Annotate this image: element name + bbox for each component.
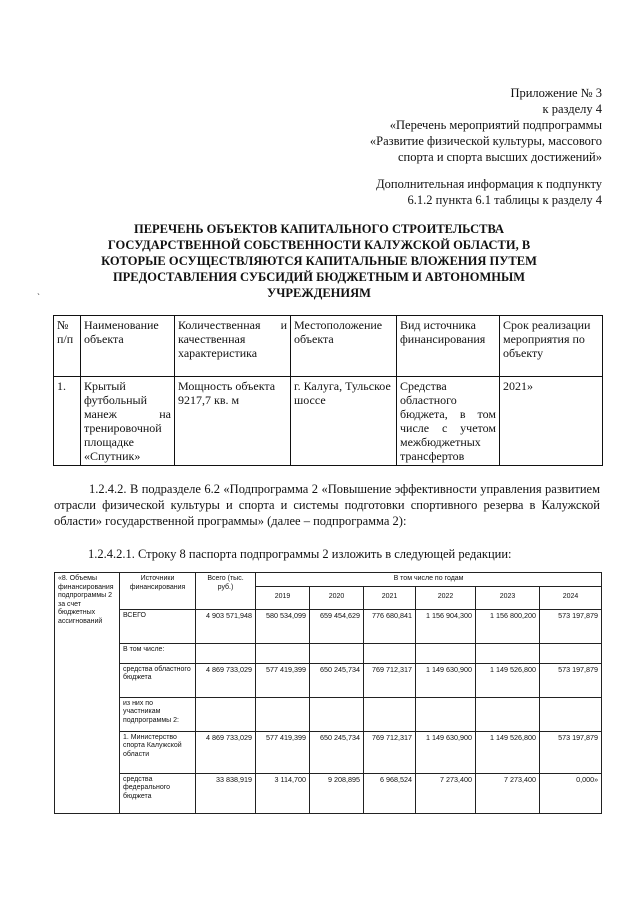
header-cell: Количественная и качественная характеристика <box>175 316 291 377</box>
title-line: ПЕРЕЧЕНЬ ОБЪЕКТОВ КАПИТАЛЬНОГО СТРОИТЕЛЬСТВА <box>133 222 505 236</box>
year-cell: 2022 <box>416 586 476 609</box>
header-cell: Местоположение объекта <box>291 316 397 377</box>
year-cell: 2019 <box>256 586 310 609</box>
value-cell: 1 149 630,900 <box>416 731 476 773</box>
source-cell: из них по участникам подпрограммы 2: <box>120 697 196 731</box>
value-cell <box>540 697 602 731</box>
value-cell <box>416 697 476 731</box>
appendix-line: «Развитие физической культуры, массового <box>369 134 602 148</box>
appendix-line: Приложение № 3 <box>510 86 602 100</box>
additional-info-line: Дополнительная информация к подпункту <box>376 177 602 191</box>
total-cell <box>196 643 256 663</box>
source-cell: 1. Министерство спорта Калужской области <box>120 731 196 773</box>
table-cell: Мощность объекта 9217,7 кв. м <box>175 377 291 466</box>
value-cell: 577 419,399 <box>256 731 310 773</box>
value-cell <box>476 697 540 731</box>
year-cell: 2021 <box>364 586 416 609</box>
value-cell: 577 419,399 <box>256 663 310 697</box>
value-cell: 1 149 526,800 <box>476 663 540 697</box>
source-cell: средства федерального бюджета <box>120 773 196 813</box>
title-line: УЧРЕЖДЕНИЯМ <box>267 286 371 300</box>
total-cell: 4 903 571,948 <box>196 609 256 643</box>
finance-header-row <box>55 573 602 587</box>
total-cell: 4 869 733,029 <box>196 663 256 697</box>
value-cell: 7 273,400 <box>416 773 476 813</box>
table-cell: Средства областного бюджета, в том числе с учетом межбюджетных трансфертов <box>397 377 500 466</box>
total-cell: 4 869 733,029 <box>196 731 256 773</box>
title-line: ПРЕДОСТАВЛЕНИЯ СУБСИДИЙ БЮДЖЕТНЫМ И АВТОНОМНЫМ <box>112 270 526 284</box>
source-cell: средства областного бюджета <box>120 663 196 697</box>
value-cell: 1 156 904,300 <box>416 609 476 643</box>
row-label-cell: «8. Объемы финансирования подпрограммы 2 за счет бюджетных ассигнований <box>55 573 120 814</box>
document-title <box>40 221 598 301</box>
source-cell: В том числе: <box>120 643 196 663</box>
finance-table <box>54 572 602 814</box>
table-row <box>55 609 602 643</box>
paragraph-1-2-4-2-1: 1.2.4.2.1. Строку 8 паспорта подпрограммы 2 изложить в следующей редакции: <box>88 547 512 561</box>
appendix-line: «Перечень мероприятий подпрограммы <box>389 118 602 132</box>
table-row <box>55 773 602 813</box>
paragraph-1-2-4-2: 1.2.4.2. В подразделе 6.2 «Подпрограмма 2 «Повышение эффективности управления развитием отрасли физической культуры и спорта и системы подготовки спортивного резерва в Калужской области» государственной программы» (далее – подпрограмма 2): <box>54 482 600 528</box>
year-cell: 2020 <box>310 586 364 609</box>
value-cell: 1 149 526,800 <box>476 731 540 773</box>
value-cell <box>364 643 416 663</box>
header-cell: № п/п <box>54 316 81 377</box>
appendix-heading <box>370 85 602 165</box>
value-cell: 580 534,099 <box>256 609 310 643</box>
additional-info-line: 6.1.2 пункта 6.1 таблицы к разделу 4 <box>407 193 602 207</box>
appendix-line: спорта и спорта высших достижений» <box>397 150 602 164</box>
value-cell: 573 197,879 <box>540 663 602 697</box>
value-cell <box>310 643 364 663</box>
value-cell: 650 245,734 <box>310 663 364 697</box>
value-cell: 3 114,700 <box>256 773 310 813</box>
additional-info <box>376 176 602 208</box>
stray-mark: ` <box>37 292 40 302</box>
value-cell <box>256 643 310 663</box>
title-line: ГОСУДАРСТВЕННОЙ СОБСТВЕННОСТИ КАЛУЖСКОЙ ОБЛАСТИ, В <box>107 238 531 252</box>
value-cell <box>476 643 540 663</box>
value-cell <box>416 643 476 663</box>
source-cell: ВСЕГО <box>120 609 196 643</box>
value-cell: 769 712,317 <box>364 731 416 773</box>
table-cell: Крытый футбольный манеж на тренировочной площадке «Спутник» <box>81 377 175 466</box>
total-cell: 33 838,919 <box>196 773 256 813</box>
table-row <box>55 663 602 697</box>
value-cell: 7 273,400 <box>476 773 540 813</box>
table-header-row <box>54 316 603 377</box>
title-line: КОТОРЫЕ ОСУЩЕСТВЛЯЮТСЯ КАПИТАЛЬНЫЕ ВЛОЖЕНИЯ ПУТЕМ <box>101 254 537 268</box>
value-cell: 9 208,895 <box>310 773 364 813</box>
table-cell: 1. <box>54 377 81 466</box>
header-cell: Срок реализации мероприятия по объекту <box>500 316 603 377</box>
objects-table <box>53 315 603 466</box>
header-cell: Вид источника финансирования <box>397 316 500 377</box>
value-cell: 6 968,524 <box>364 773 416 813</box>
table-row <box>55 643 602 663</box>
header-cell: Источники финансирования <box>120 573 196 610</box>
value-cell: 573 197,879 <box>540 609 602 643</box>
appendix-line: к разделу 4 <box>542 102 602 116</box>
table-row <box>55 697 602 731</box>
value-cell: 1 156 800,200 <box>476 609 540 643</box>
value-cell <box>364 697 416 731</box>
table-row <box>55 731 602 773</box>
value-cell: 769 712,317 <box>364 663 416 697</box>
value-cell: 0,000» <box>540 773 602 813</box>
header-cell: Наименование объекта <box>81 316 175 377</box>
table-cell: 2021» <box>500 377 603 466</box>
header-cell: Всего (тыс. руб.) <box>196 573 256 610</box>
value-cell <box>310 697 364 731</box>
value-cell: 776 680,841 <box>364 609 416 643</box>
value-cell <box>256 697 310 731</box>
table-row <box>54 377 603 466</box>
header-cell: В том числе по годам <box>256 573 602 587</box>
value-cell: 573 197,879 <box>540 731 602 773</box>
value-cell: 1 149 630,900 <box>416 663 476 697</box>
year-cell: 2024 <box>540 586 602 609</box>
value-cell: 650 245,734 <box>310 731 364 773</box>
total-cell <box>196 697 256 731</box>
value-cell <box>540 643 602 663</box>
table-cell: г. Калуга, Тульское шоссе <box>291 377 397 466</box>
value-cell: 659 454,629 <box>310 609 364 643</box>
year-cell: 2023 <box>476 586 540 609</box>
